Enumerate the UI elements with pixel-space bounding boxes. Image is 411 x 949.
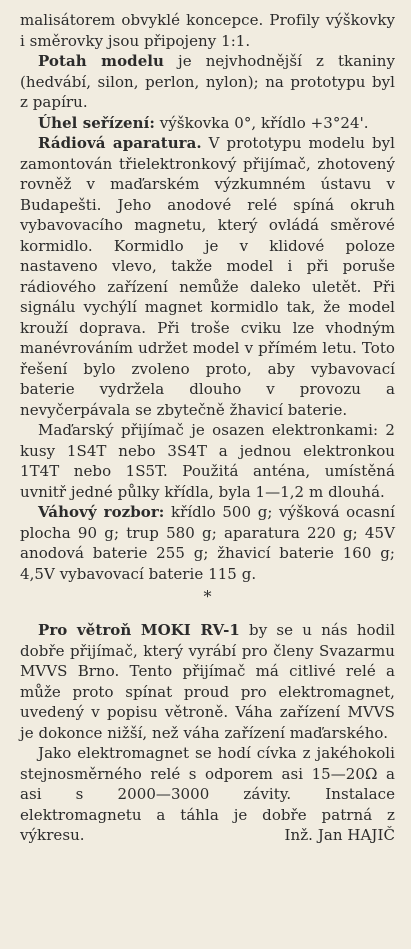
heading-radio: Rádiová aparatura. bbox=[38, 134, 202, 152]
uhel-text: výškovka 0°, křídlo +3°24'. bbox=[154, 113, 369, 132]
heading-moki: Pro větroň MOKI RV-1 bbox=[38, 621, 240, 639]
radio-text: V prototypu modelu byl zamontován třielektronkový přijímač, zhotovený rovněž v maďarském výzkumném ústavu v Budapešti. Jeho anodové relé spíná okruh vybavovacího magnetu, který ovládá směrové kormidlo. Kormidlo je v klidové poloze nastaveno vlevo, takže model i při poruše rádiového zařízení nemůže daleko uletět. Při signálu vychýlí magnet kormidlo tak, že model krouží doprava. Při troše cviku lze vhodným manévrováním udržet model v přímém letu. Toto řešení bylo zvoleno proto, aby vybavovací baterie vydržela dlouho v provozu a nevyčerpávala se zbytečně žhavicí baterie. bbox=[20, 134, 395, 419]
intro-text: malisátorem obvyklé koncepce. Profily výškovky i směrovky jsou připojeny 1:1. bbox=[20, 11, 395, 50]
moki-text: by se u nás hodil dobře přijímač, který vyrábí pro členy Svazarmu MVVS Brno. Tento přijímač má citlivé relé a může proto spínat proud pro elektromagnet, uvedený v popisu větroně. Váha zařízení MVVS je dokonce nižší, než váha zařízení maďarského. bbox=[20, 621, 395, 742]
magnet-text: Jako elektromagnet se hodí cívka z jakéhokoli stejnosměrného relé s odporem asi 15—20Ω a asi s 2000—3000 závity. Instalace elektromagnetu a táhla je dobře patrná z výkresu. bbox=[20, 744, 395, 844]
receiver-text: Maďarský přijímač je osazen elektronkami: 2 kusy 1S4T nebo 3S4T a jednou elektronkou 1T4T nebo 1S5T. Použitá anténa, umístěná uvnitř jedné půlky křídla, byla 1—1,2 m dlouhá. bbox=[20, 421, 395, 501]
author-signature: Inž. Jan HAJIČ bbox=[284, 826, 395, 844]
heading-weight: Váhový rozbor: bbox=[38, 503, 165, 521]
heading-uhel: Úhel seřízení: bbox=[38, 113, 155, 132]
heading-potah: Potah modelu bbox=[38, 52, 164, 70]
section-separator: * bbox=[203, 587, 212, 606]
weight-text: křídlo 500 g; výšková ocasní plocha 90 g; trup 580 g; aparatura 220 g; 45V anodová baterie 255 g; žhavicí baterie 160 g; 4,5V vybavovací baterie 115 g. bbox=[20, 503, 395, 583]
paragraph-receiver bbox=[20, 420, 395, 502]
paragraph-radio bbox=[20, 133, 395, 420]
paragraph-moki bbox=[20, 620, 395, 743]
paragraph-uhel bbox=[20, 113, 395, 134]
paragraph-potah bbox=[20, 51, 395, 113]
paragraph-magnet bbox=[20, 743, 395, 846]
paragraph-intro bbox=[20, 10, 395, 51]
potah-text: je nejvhodnější z tkaniny (hedvábí, silon, perlon, nylon); na prototypu byl z papíru. bbox=[20, 52, 395, 111]
paragraph-weight bbox=[20, 502, 395, 584]
